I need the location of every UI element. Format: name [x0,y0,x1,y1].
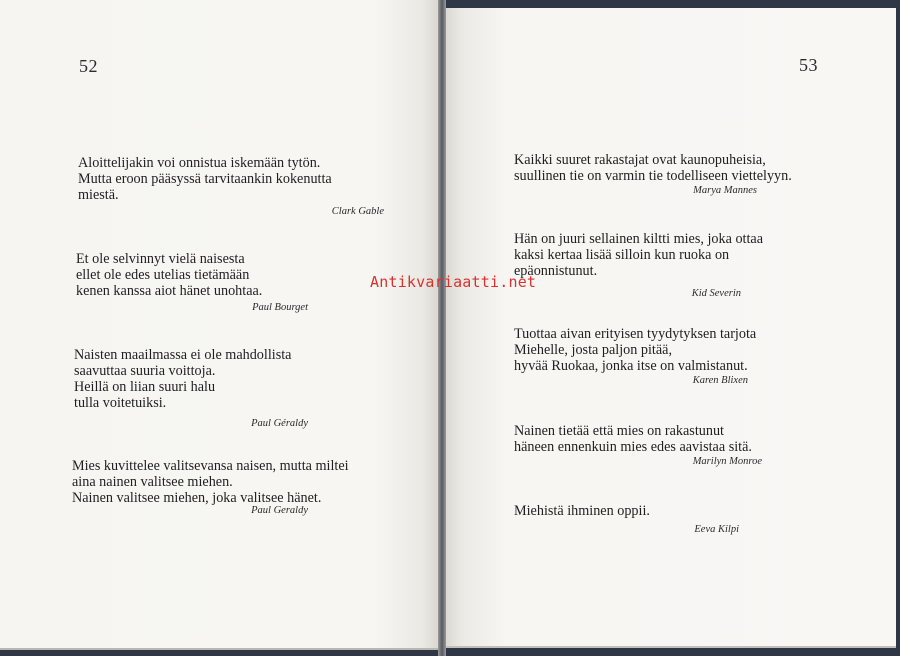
quote-line: Nainen tietää että mies on rakastunut [514,423,724,439]
quote-line: Aloittelijakin voi onnistua iskemään tytön. [78,155,321,171]
quote-line: miestä. [78,187,119,203]
quote-line: saavuttaa suuria voittoja. [74,363,216,379]
quote-line: ellet ole edes utelias tietämään [76,267,250,283]
quote-line: häneen ennenkuin mies edes aavistaa sitä. [514,439,752,455]
quote-7 [514,326,757,388]
quote-8 [514,423,762,469]
quote-line: Nainen valitsee miehen, joka valitsee hänet. [72,490,322,506]
quote-line: hyvää Ruokaa, jonka itse on valmistanut. [514,358,748,374]
quote-line: Et ole selvinnyt vielä naisesta [76,251,245,267]
quote-line: Mies kuvittelee valitsevansa naisen, mutta miltei [72,458,349,474]
quote-author: Marya Mannes [693,185,757,196]
quote-6 [514,231,764,301]
quote-author: Paul Bourget [252,302,308,313]
quote-author: Eeva Kilpi [694,524,739,535]
quote-author: Clark Gable [331,206,384,217]
quote-line: Tuottaa aivan erityisen tyydytyksen tarjota [514,326,757,342]
quote-1 [78,155,384,219]
page-number-right: 53 [799,55,818,75]
quote-line: suullinen tie on varmin tie todelliseen viettelyyn. [514,168,792,184]
quote-line: Kaikki suuret rakastajat ovat kaunopuheisia, [514,152,766,168]
quote-2 [76,251,308,315]
quote-line: kaksi kertaa lisää silloin kun ruoka on [514,247,730,263]
quote-line: Mutta eroon pääsyssä tarvitaankin kokenutta [78,171,332,187]
quote-5 [514,152,792,198]
right-page [444,8,896,648]
quote-author: Paul Geraldy [251,505,308,516]
quote-3 [74,347,308,431]
quote-author: Kid Severin [691,288,741,299]
book-gutter [438,0,446,656]
quote-9 [514,503,739,537]
quote-4 [72,458,349,518]
left-page [0,0,440,650]
quote-line: kenen kanssa aiot hänet unohtaa. [76,283,263,299]
quote-line: Naisten maailmassa ei ole mahdollista [74,347,292,363]
quote-line: Miehelle, josta paljon pitää, [514,342,672,358]
quote-line: aina nainen valitsee miehen. [72,474,233,490]
page-number-left: 52 [79,56,98,76]
quote-line: tulla voitetuiksi. [74,395,167,411]
quote-line: epäonnistunut. [514,263,598,279]
quote-author: Marilyn Monroe [692,456,762,467]
quote-author: Paul Géraldy [251,418,308,429]
quote-author: Karen Blixen [692,375,748,386]
quote-line: Miehistä ihminen oppii. [514,503,650,519]
quote-line: Heillä on liian suuri halu [74,379,216,395]
quote-line: Hän on juuri sellainen kiltti mies, joka ottaa [514,231,764,247]
watermark: Antikvariaatti.net [370,273,537,291]
